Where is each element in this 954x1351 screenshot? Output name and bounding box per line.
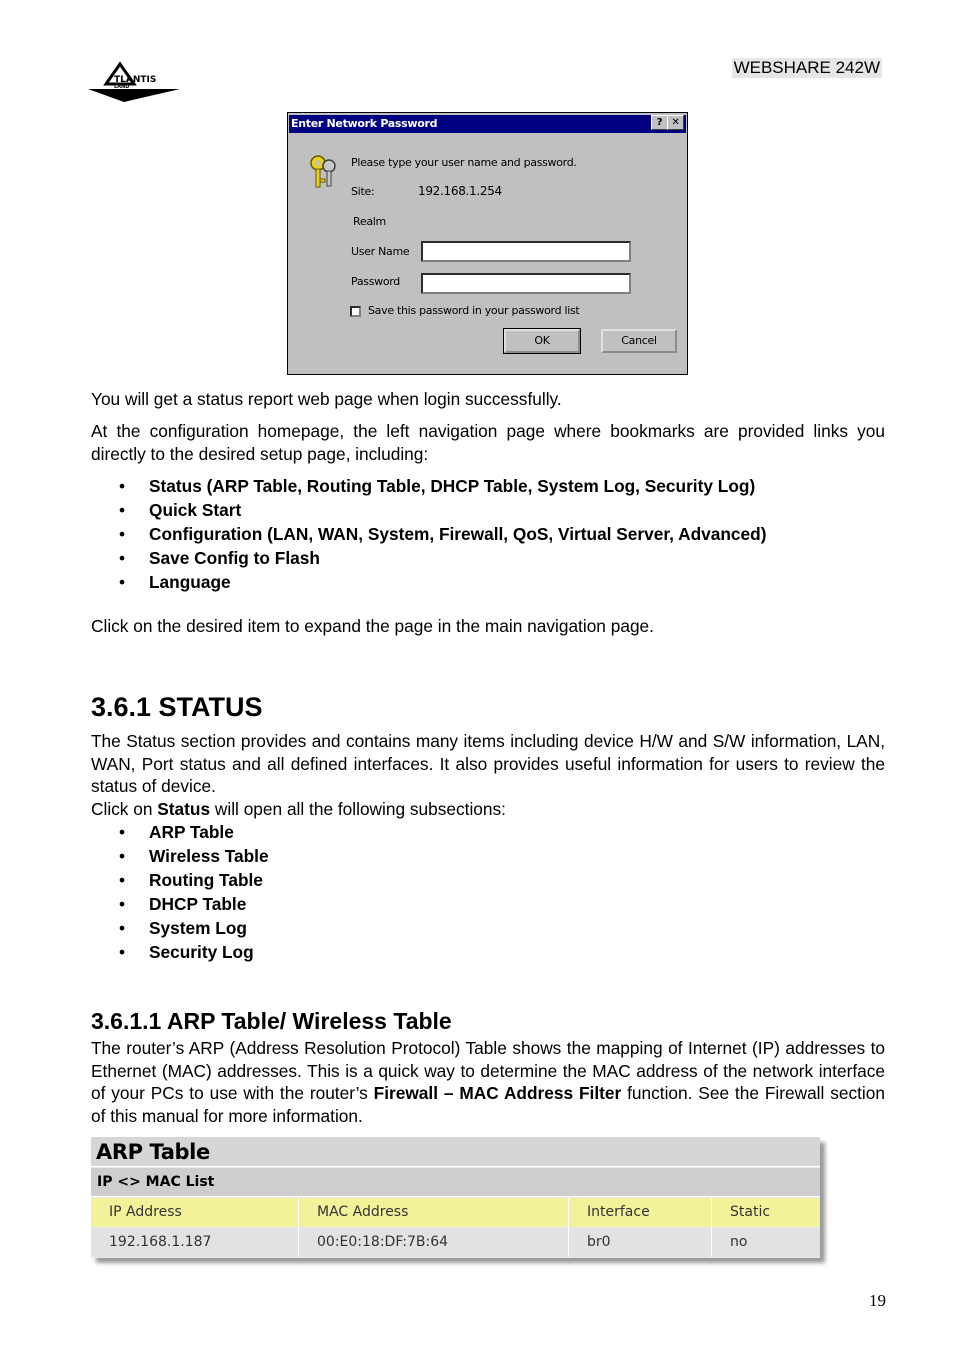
text-run: Click on xyxy=(91,799,158,819)
arp-table-subtitle: IP <> MAC List xyxy=(91,1168,820,1197)
username-label: User Name xyxy=(351,245,410,258)
table-cell-static: no xyxy=(730,1234,748,1250)
navigation-items-list xyxy=(91,474,766,594)
save-password-checkbox[interactable] xyxy=(350,306,361,317)
table-header-row xyxy=(91,1198,820,1227)
site-value: 192.168.1.254 xyxy=(418,184,502,198)
list-item: • Security Log xyxy=(91,940,269,964)
text-run: function. See the Firewall section of this manual for more information. xyxy=(91,1083,885,1126)
document-title: WEBSHARE 242W xyxy=(733,58,880,77)
help-icon[interactable]: ? xyxy=(651,115,668,130)
section-heading-arp: 3.6.1.1 ARP Table/ Wireless Table xyxy=(91,1008,452,1034)
bold-run: Status xyxy=(157,799,211,819)
table-cell-interface: br0 xyxy=(569,1228,712,1257)
list-item: • Language xyxy=(91,570,766,594)
site-label: Site: xyxy=(351,185,375,198)
svg-text:LAND: LAND xyxy=(114,84,130,90)
password-input[interactable] xyxy=(421,273,631,294)
list-item: • Routing Table xyxy=(91,868,269,892)
column-header: Interface xyxy=(569,1198,712,1227)
paragraph-arp xyxy=(91,1037,885,1127)
arp-table-title: ARP Table xyxy=(91,1137,820,1167)
column-header: Static xyxy=(730,1204,771,1220)
svg-text:TLANTIS: TLANTIS xyxy=(114,75,157,85)
atlantis-logo xyxy=(84,58,184,104)
paragraph-expand: Click on the desired item to expand the page in the main navigation page. xyxy=(91,616,654,636)
ok-button[interactable]: OK xyxy=(504,329,580,353)
table-cell-ip: 192.168.1.187 xyxy=(91,1228,299,1257)
list-item: • Save Config to Flash xyxy=(91,546,766,570)
list-item: • ARP Table xyxy=(91,820,269,844)
network-password-dialog xyxy=(287,112,688,375)
paragraph-status-section: The Status section provides and contains many items including device H/W and S/W information, LAN, WAN, Port status and all defined interfaces. It also provides useful information for users to review the status of device. xyxy=(91,731,885,796)
table-cell-mac: 00:E0:18:DF:7B:64 xyxy=(299,1228,569,1257)
dialog-prompt: Please type your user name and password. xyxy=(351,156,577,169)
column-header: IP Address xyxy=(91,1198,299,1227)
bold-run: Firewall – MAC Address Filter xyxy=(373,1083,622,1103)
save-password-label: Save this password in your password list xyxy=(368,304,580,317)
arp-table-panel xyxy=(91,1137,820,1258)
paragraph-login-success: You will get a status report web page when login successfully. xyxy=(91,389,562,409)
text-run: will open all the following subsections: xyxy=(210,799,506,819)
section-heading-status: 3.6.1 STATUS xyxy=(91,692,263,722)
column-header: MAC Address xyxy=(299,1198,569,1227)
dialog-title: Enter Network Password xyxy=(291,117,438,130)
table-row xyxy=(91,1228,820,1257)
list-item: • DHCP Table xyxy=(91,892,269,916)
keys-icon xyxy=(308,153,340,194)
dialog-titlebar xyxy=(289,115,686,133)
close-icon[interactable]: ✕ xyxy=(667,115,684,130)
list-item: • Status (ARP Table, Routing Table, DHCP Table, System Log, Security Log) xyxy=(91,474,766,498)
page-number: 19 xyxy=(869,1291,886,1310)
list-item: • System Log xyxy=(91,916,269,940)
text-run: The router’s ARP (Address Resolution Protocol) Table shows the mapping of Internet (IP) addresses to Ethernet (MAC) addresses. This is a quick way to determine the MAC address of the network interface of your PCs to use with the router’s xyxy=(91,1038,885,1103)
list-item: • Quick Start xyxy=(91,498,766,522)
list-item: • Wireless Table xyxy=(91,844,269,868)
username-input[interactable] xyxy=(421,241,631,262)
list-item: • Configuration (LAN, WAN, System, Firewall, QoS, Virtual Server, Advanced) xyxy=(91,522,766,546)
paragraph-navigation: At the configuration homepage, the left navigation page where bookmarks are provided links you directly to the desired setup page, including: xyxy=(91,421,885,464)
cancel-button[interactable]: Cancel xyxy=(601,329,677,353)
status-subsections-list xyxy=(91,820,269,964)
paragraph-click-status xyxy=(91,798,885,821)
password-label: Password xyxy=(351,275,400,288)
realm-label: Realm xyxy=(353,215,386,228)
